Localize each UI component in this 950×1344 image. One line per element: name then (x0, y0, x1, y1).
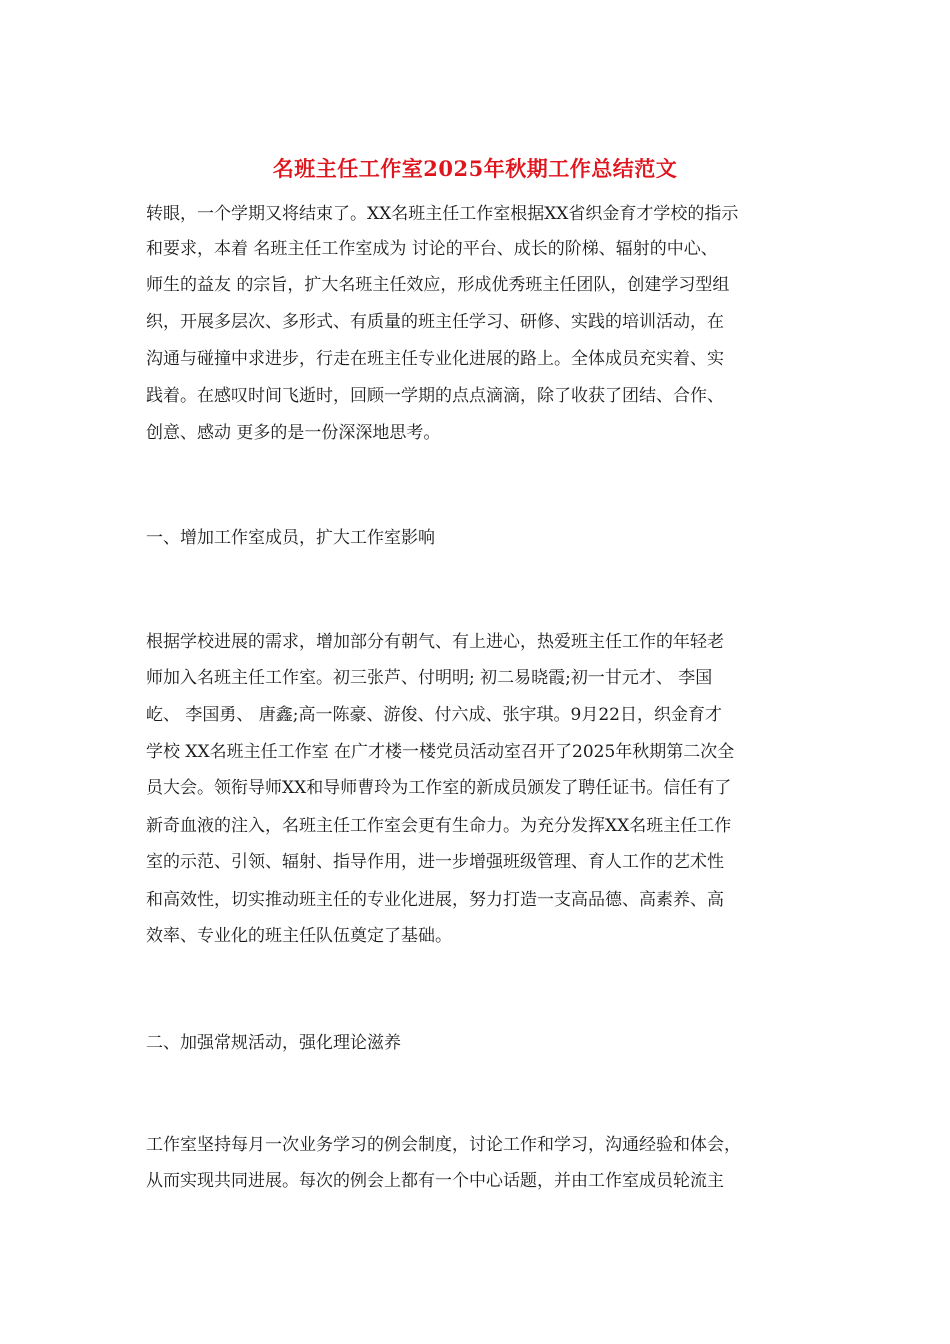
paragraph-line: 根据学校进展的需求，增加部分有朝气、有上进心，热爱班主任工作的年轻老 (146, 632, 724, 652)
paragraph-line: 师加入名班主任工作室。初三张芦、付明明; 初二易晓霞;初一甘元才、 李国 (146, 668, 713, 688)
intro-line: 师生的益友 的宗旨，扩大名班主任效应，形成优秀班主任团队，创建学习型组 (146, 275, 730, 295)
document-title: 名班主任工作室2025年秋期工作总结范文 (272, 156, 678, 181)
intro-line: 织，开展多层次、多形式、有质量的班主任学习、研修、实践的培训活动，在 (146, 312, 724, 332)
intro-line: 和要求，本着 名班主任工作室成为 讨论的平台、成长的阶梯、辐射的中心、 (146, 239, 718, 259)
paragraph-line: 屹、 李国勇、 唐鑫;高一陈豪、游俊、付六成、张宇琪。9月22日，织金育才 (146, 705, 722, 725)
paragraph-line: 员大会。领衔导师XX和导师曹玲为工作室的新成员颁发了聘任证书。信任有了 (146, 778, 732, 798)
intro-line: 转眼，一个学期又将结束了。XX名班主任工作室根据XX省织金育才学校的指示 (146, 204, 739, 224)
paragraph-line: 室的示范、引领、辐射、指导作用，进一步增强班级管理、育人工作的艺术性 (146, 852, 724, 872)
intro-line: 沟通与碰撞中求进步，行走在班主任专业化进展的路上。全体成员充实着、实 (146, 349, 724, 369)
paragraph-line: 新奇血液的注入，名班主任工作室会更有生命力。为充分发挥XX名班主任工作 (146, 816, 732, 836)
section-heading: 一、增加工作室成员，扩大工作室影响 (146, 528, 435, 548)
paragraph-line: 效率、专业化的班主任队伍奠定了基础。 (146, 926, 452, 946)
intro-line: 践着。在感叹时间飞逝时，回顾一学期的点点滴滴，除了收获了团结、合作、 (146, 386, 724, 406)
intro-line: 创意、感动 更多的是一份深深地思考。 (146, 423, 441, 443)
paragraph-line: 学校 XX名班主任工作室 在广才楼一楼党员活动室召开了2025年秋期第二次全 (146, 742, 735, 762)
paragraph-line: 从而实现共同进展。每次的例会上都有一个中心话题，并由工作室成员轮流主 (146, 1171, 724, 1191)
paragraph-line: 工作室坚持每月一次业务学习的例会制度，讨论工作和学习，沟通经验和体会， (146, 1135, 741, 1155)
section-heading: 二、加强常规活动，强化理论滋养 (146, 1033, 401, 1053)
paragraph-line: 和高效性，切实推动班主任的专业化进展，努力打造一支高品德、高素养、高 (146, 890, 724, 910)
